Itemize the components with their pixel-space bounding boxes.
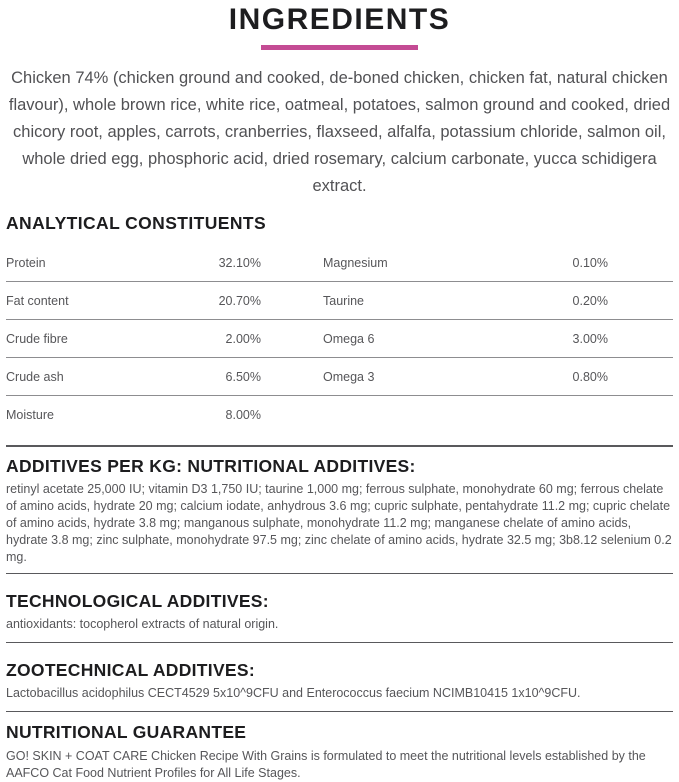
ingredients-paragraph: Chicken 74% (chicken ground and cooked, de-boned chicken, chicken fat, natural chicken flavour), whole brown rice, white rice, oatmeal, potatoes, salmon ground and cooked, dried chicory root, apples, carrots, cranberries, flaxseed, alfalfa, potassium chloride, salmon oil, whole dried egg, phosphoric acid, dried rosemary, calcium carbonate, yucca schidigera extract. xyxy=(8,69,671,195)
nutrient-label: Fat content xyxy=(6,293,69,308)
zootechnical-additives-body: Lactobacillus acidophilus CECT4529 5x10^9CFU and Enterococcus faecium NCIMB10415 1x10^9CFU. xyxy=(6,686,581,700)
section-divider xyxy=(6,445,673,447)
nutritional-additives-body: retinyl acetate 25,000 IU; vitamin D3 1,750 IU; taurine 1,000 mg; ferrous sulphate, monohydrate 60 mg; ferrous chelate of amino acids, hydrate 20 mg; calcium iodate, anhydrous 3.6 mg; cupric sulphate, pentahydrate 11.2 mg; cupric chelate of amino acids, hydrate 3.8 mg; manganous sulphate, monohydrate 11.2 mg; manganese chelate of amino acids, hydrate 3.8 mg; zinc sulphate, monohydrate 97.5 mg; zinc chelate of amino acids, hydrate 32.5 mg; 3b8.12 selenium 0.2 mg. xyxy=(6,482,672,564)
section-technological-additives xyxy=(6,591,673,643)
table-row xyxy=(6,358,673,396)
analytical-constituents-heading: ANALYTICAL CONSTITUENTS xyxy=(6,213,267,233)
section-divider xyxy=(6,711,673,712)
nutrient-label: Moisture xyxy=(6,408,54,422)
analytical-constituents-table xyxy=(6,244,673,434)
nutrient-label: Magnesium xyxy=(323,255,388,270)
nutrient-label: Crude ash xyxy=(6,369,64,384)
nutrient-value: 8.00% xyxy=(225,408,261,422)
nutrient-value: 6.50% xyxy=(225,369,261,384)
nutrient-label: Protein xyxy=(6,255,46,270)
title-accent-bar xyxy=(261,45,418,50)
section-nutritional-guarantee xyxy=(6,722,673,782)
nutrient-value: 0.80% xyxy=(572,369,608,384)
section-zootechnical-additives xyxy=(6,660,673,712)
table-row xyxy=(6,282,673,320)
nutrient-value: 0.20% xyxy=(572,293,608,308)
zootechnical-additives-heading: ZOOTECHNICAL ADDITIVES: xyxy=(6,660,255,680)
nutrient-label: Taurine xyxy=(323,293,364,308)
nutritional-guarantee-body: GO! SKIN + COAT CARE Chicken Recipe With Grains is formulated to meet the nutritional levels established by the AAFCO Cat Food Nutrient Profiles for All Life Stages. xyxy=(6,749,646,780)
page-title: INGREDIENTS xyxy=(228,3,451,36)
nutrient-value: 20.70% xyxy=(218,293,261,308)
technological-additives-heading: TECHNOLOGICAL ADDITIVES: xyxy=(6,591,269,611)
nutrient-value: 32.10% xyxy=(218,255,261,270)
section-nutritional-additives xyxy=(6,456,673,574)
section-divider xyxy=(6,573,673,574)
table-row xyxy=(6,396,673,434)
nutrient-value: 0.10% xyxy=(572,255,608,270)
nutrient-label: Crude fibre xyxy=(6,331,68,346)
nutrient-value: 2.00% xyxy=(225,331,261,346)
nutritional-additives-heading: ADDITIVES PER KG: NUTRITIONAL ADDITIVES: xyxy=(6,456,416,476)
section-divider xyxy=(6,642,673,643)
nutrient-label: Omega 3 xyxy=(323,369,375,384)
nutritional-guarantee-heading: NUTRITIONAL GUARANTEE xyxy=(6,722,247,742)
nutrient-label: Omega 6 xyxy=(323,331,375,346)
nutrient-value: 3.00% xyxy=(572,331,608,346)
table-row xyxy=(6,244,673,282)
technological-additives-body: antioxidants: tocopherol extracts of natural origin. xyxy=(6,617,279,631)
table-row xyxy=(6,320,673,358)
